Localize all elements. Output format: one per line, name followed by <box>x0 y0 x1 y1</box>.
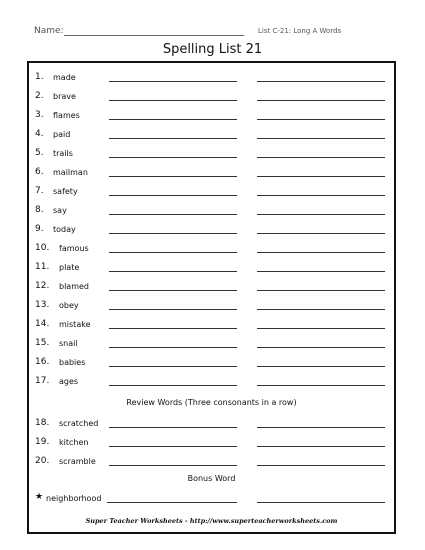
list-item <box>29 436 394 448</box>
practice-line-2[interactable] <box>257 446 385 447</box>
item-number: 19. <box>35 437 50 447</box>
spelling-list-box <box>27 61 396 534</box>
practice-line-1[interactable] <box>109 119 237 120</box>
item-number: 3. <box>35 110 44 120</box>
practice-line-1[interactable] <box>109 309 237 310</box>
item-number: 13. <box>35 300 50 310</box>
item-number: 12. <box>35 281 50 291</box>
spelling-word: today <box>53 225 76 234</box>
practice-line-2[interactable] <box>257 233 385 234</box>
list-label: List C-21: Long A Words <box>258 27 342 35</box>
spelling-word: say <box>53 206 67 215</box>
item-number: 14. <box>35 319 50 329</box>
list-item <box>29 71 394 83</box>
name-write-line[interactable] <box>64 35 244 36</box>
spelling-word: plate <box>59 263 80 272</box>
practice-line-1[interactable] <box>109 427 237 428</box>
page-title: Spelling List 21 <box>162 42 263 57</box>
item-number: 5. <box>35 148 44 158</box>
item-number: 2. <box>35 91 44 101</box>
practice-line-1[interactable] <box>109 446 237 447</box>
practice-line-1[interactable] <box>109 81 237 82</box>
list-item <box>29 356 394 368</box>
list-item <box>29 223 394 235</box>
item-number: 20. <box>35 456 50 466</box>
practice-line-2[interactable] <box>257 252 385 253</box>
practice-line-2[interactable] <box>257 195 385 196</box>
practice-line-1[interactable] <box>109 271 237 272</box>
spelling-word: mailman <box>53 168 88 177</box>
list-item <box>29 242 394 254</box>
practice-line-2[interactable] <box>257 309 385 310</box>
bonus-word-heading: Bonus Word <box>187 474 236 483</box>
spelling-word: trails <box>53 149 73 158</box>
practice-line-2[interactable] <box>257 176 385 177</box>
bonus-item <box>29 492 394 504</box>
spelling-word: made <box>53 73 76 82</box>
spelling-word: mistake <box>59 320 91 329</box>
practice-line-1[interactable] <box>109 366 237 367</box>
list-item <box>29 185 394 197</box>
practice-line-1[interactable] <box>107 502 237 503</box>
list-item <box>29 417 394 429</box>
item-number: 17. <box>35 376 50 386</box>
list-item <box>29 147 394 159</box>
item-number: 10. <box>35 243 50 253</box>
review-words-heading: Review Words (Three consonants in a row) <box>126 398 297 407</box>
practice-line-2[interactable] <box>257 347 385 348</box>
list-item <box>29 204 394 216</box>
list-item <box>29 128 394 140</box>
list-item <box>29 318 394 330</box>
spelling-word: scramble <box>59 457 96 466</box>
practice-line-1[interactable] <box>109 138 237 139</box>
item-number: 11. <box>35 262 50 272</box>
practice-line-2[interactable] <box>257 81 385 82</box>
practice-line-1[interactable] <box>109 233 237 234</box>
footer-credit: Super Teacher Worksheets - http://www.superteacherworksheets.com <box>85 517 338 525</box>
practice-line-2[interactable] <box>257 214 385 215</box>
spelling-word: paid <box>53 130 71 139</box>
spelling-word: neighborhood <box>46 494 102 503</box>
list-item <box>29 166 394 178</box>
practice-line-2[interactable] <box>257 385 385 386</box>
spelling-word: flames <box>53 111 80 120</box>
practice-line-1[interactable] <box>109 214 237 215</box>
spelling-word: famous <box>59 244 89 253</box>
item-number: 18. <box>35 418 50 428</box>
item-number: 7. <box>35 186 44 196</box>
practice-line-1[interactable] <box>109 100 237 101</box>
practice-line-2[interactable] <box>257 157 385 158</box>
practice-line-1[interactable] <box>109 328 237 329</box>
item-number: 8. <box>35 205 44 215</box>
item-number: 1. <box>35 72 44 82</box>
practice-line-1[interactable] <box>109 157 237 158</box>
item-number: 4. <box>35 129 44 139</box>
star-icon: ★ <box>35 492 44 502</box>
spelling-word: scratched <box>59 419 99 428</box>
practice-line-1[interactable] <box>109 176 237 177</box>
list-item <box>29 455 394 467</box>
list-item <box>29 299 394 311</box>
list-item <box>29 90 394 102</box>
list-item <box>29 261 394 273</box>
practice-line-1[interactable] <box>109 347 237 348</box>
practice-line-1[interactable] <box>109 195 237 196</box>
item-number: 16. <box>35 357 50 367</box>
item-number: 9. <box>35 224 44 234</box>
item-number: 6. <box>35 167 44 177</box>
practice-line-1[interactable] <box>109 465 237 466</box>
practice-line-2[interactable] <box>257 427 385 428</box>
practice-line-2[interactable] <box>257 138 385 139</box>
practice-line-1[interactable] <box>109 385 237 386</box>
item-number: 15. <box>35 338 50 348</box>
practice-line-2[interactable] <box>257 502 385 503</box>
practice-line-2[interactable] <box>257 366 385 367</box>
practice-line-2[interactable] <box>257 271 385 272</box>
worksheet-header <box>34 26 391 40</box>
practice-line-2[interactable] <box>257 328 385 329</box>
spelling-word: obey <box>59 301 79 310</box>
practice-line-1[interactable] <box>109 290 237 291</box>
spelling-word: kitchen <box>59 438 89 447</box>
practice-line-2[interactable] <box>257 290 385 291</box>
spelling-word: snail <box>59 339 78 348</box>
practice-line-1[interactable] <box>109 252 237 253</box>
spelling-word: babies <box>59 358 86 367</box>
spelling-word: ages <box>59 377 79 386</box>
practice-line-2[interactable] <box>257 119 385 120</box>
practice-line-2[interactable] <box>257 465 385 466</box>
list-item <box>29 280 394 292</box>
list-item <box>29 109 394 121</box>
list-item <box>29 375 394 387</box>
spelling-word: blamed <box>59 282 89 291</box>
spelling-word: brave <box>53 92 76 101</box>
spelling-word: safety <box>53 187 78 196</box>
name-label: Name: <box>34 26 64 36</box>
practice-line-2[interactable] <box>257 100 385 101</box>
list-item <box>29 337 394 349</box>
